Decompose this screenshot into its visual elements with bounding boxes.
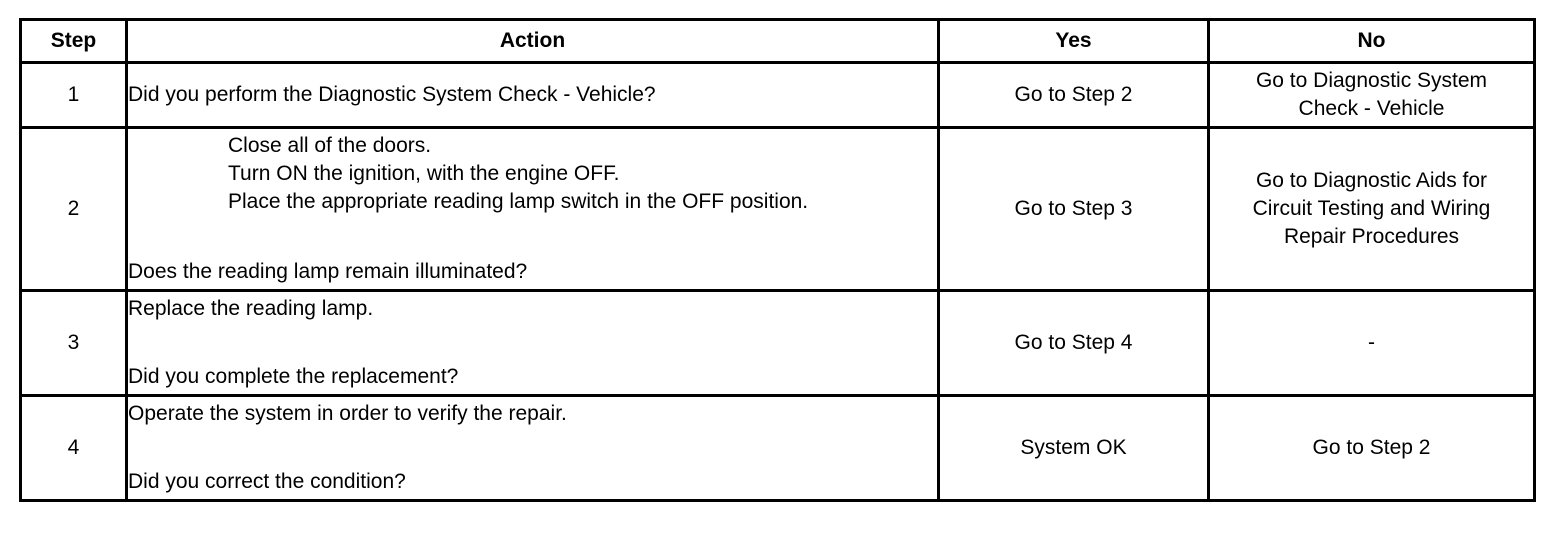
yes-cell: System OK <box>939 396 1209 501</box>
yes-cell: Go to Step 4 <box>939 291 1209 396</box>
no-cell <box>1209 63 1535 128</box>
step-number: 1 <box>21 63 127 128</box>
header-row <box>21 20 1535 63</box>
table-row <box>21 128 1535 291</box>
step-number: 4 <box>21 396 127 501</box>
no-text: Go to Diagnostic System <box>1255 69 1488 92</box>
action-text: Place the appropriate reading lamp switch in the OFF position. <box>228 190 809 213</box>
header-no: No <box>1209 20 1535 63</box>
action-text: Did you perform the Diagnostic System Check - Vehicle? <box>128 83 656 106</box>
header-step: Step <box>21 20 127 63</box>
table-row <box>21 63 1535 128</box>
step-number: 2 <box>21 128 127 291</box>
action-text: Replace the reading lamp. <box>128 297 374 320</box>
action-question: Did you correct the condition? <box>128 470 406 493</box>
action-text: Turn ON the ignition, with the engine OFF. <box>228 162 620 185</box>
action-text: Close all of the doors. <box>228 134 432 157</box>
yes-cell: Go to Step 3 <box>939 128 1209 291</box>
no-cell <box>1209 128 1535 291</box>
step-number: 3 <box>21 291 127 396</box>
yes-cell: Go to Step 2 <box>939 63 1209 128</box>
table-row <box>21 291 1535 396</box>
action-question: Does the reading lamp remain illuminated? <box>128 260 528 283</box>
action-question: Did you complete the replacement? <box>128 365 459 388</box>
table-row <box>21 396 1535 501</box>
no-cell <box>1209 291 1535 396</box>
no-text: Go to Step 2 <box>1312 436 1431 459</box>
action-cell <box>127 291 939 396</box>
header-yes: Yes <box>939 20 1209 63</box>
header-action: Action <box>127 20 939 63</box>
action-cell <box>127 63 939 128</box>
no-text: Go to Diagnostic Aids for <box>1255 169 1488 192</box>
no-text: - <box>1368 331 1375 354</box>
action-cell <box>127 396 939 501</box>
action-instructions <box>128 132 937 216</box>
no-text: Circuit Testing and Wiring <box>1252 197 1491 220</box>
diagnostic-table <box>19 18 1536 502</box>
no-cell <box>1209 396 1535 501</box>
no-text: Repair Procedures <box>1283 225 1460 248</box>
no-text: Check - Vehicle <box>1298 97 1445 120</box>
action-cell <box>127 128 939 291</box>
action-text: Operate the system in order to verify the repair. <box>128 402 567 425</box>
